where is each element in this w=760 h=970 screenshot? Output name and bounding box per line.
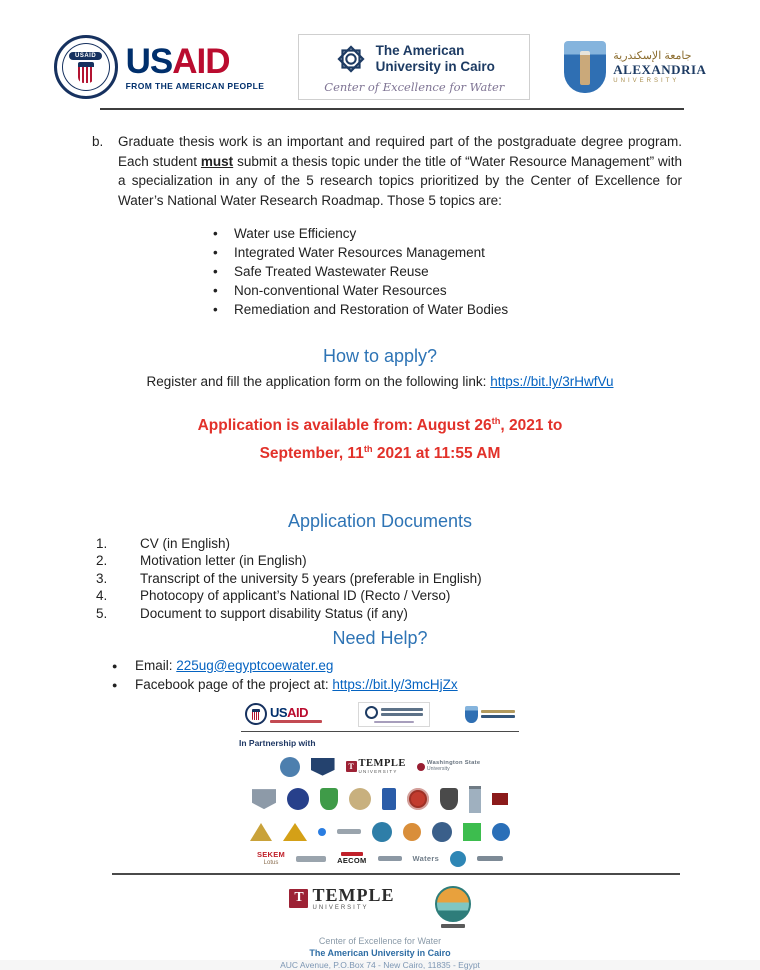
- footer-address: AUC Avenue, P.O.Box 74 - New Cairo, 11835 - Egypt: [280, 959, 480, 970]
- header-divider: [100, 108, 684, 110]
- document-item: [96, 605, 760, 623]
- usaid-seal-label: USAID: [69, 52, 102, 60]
- document-number: 5.: [96, 606, 108, 622]
- usaid-seal-icon: [54, 35, 118, 99]
- crest-caption-bar: [441, 924, 465, 928]
- partner-logo: [311, 758, 335, 776]
- crest-icon: [435, 886, 471, 922]
- document-text: Document to support disability Status (if any): [140, 606, 408, 622]
- partner-logo: [378, 856, 402, 861]
- auc-knot-icon: [365, 706, 378, 719]
- footer-divider: [112, 873, 680, 875]
- register-line: Register and fill the application form on the following link: https://bit.ly/3rHwfVu: [146, 374, 614, 390]
- partner-logo-aecom: AECOM: [337, 852, 366, 865]
- topic-item: • Remediation and Restoration of Water Bodies: [213, 300, 760, 319]
- must-emphasis: must: [200, 153, 234, 169]
- intro-text: Graduate thesis work is an important and required part of the postgraduate degree program. Each student must submit a thesis topic under the title of “Water Resource Management” with a specialization in any of the 5 research topics prioritized by the Center of Excellence for Water’s National Water Research Roadmap. Those 5 topics are:: [118, 134, 683, 208]
- coe-script-bar: [374, 721, 414, 723]
- alexandria-logo-small: [465, 706, 515, 723]
- topic-item: • Safe Treated Wastewater Reuse: [213, 262, 760, 281]
- partnership-graphic: [239, 702, 521, 867]
- need-help-heading: Need Help?: [332, 627, 428, 648]
- partnership-label: In Partnership with: [239, 737, 316, 748]
- topic-item: • Non-conventional Water Resources: [213, 281, 760, 300]
- footer-university-name: The American University in Cairo: [309, 947, 451, 958]
- usaid-tagline-bar: [270, 720, 322, 723]
- usaid-logo: [54, 35, 265, 99]
- partner-logo: [349, 788, 371, 810]
- partner-logo: [296, 856, 326, 862]
- partner-logo: [469, 786, 481, 813]
- topic-item: • Water use Efficiency: [213, 224, 760, 243]
- mini-header-logos: [239, 702, 521, 727]
- partner-logo: [407, 788, 429, 810]
- research-topics-list: [213, 224, 760, 319]
- usaid-wordmark: USAID: [125, 41, 230, 81]
- usaid-shield-icon: [78, 62, 94, 83]
- partner-logo: [320, 788, 338, 810]
- document-number: 2.: [96, 553, 108, 569]
- partner-logo: [477, 856, 503, 861]
- partner-logo: [382, 788, 396, 810]
- temple-t-icon: T: [289, 889, 308, 908]
- auc-name: The American University in Cairo: [375, 43, 495, 74]
- auc-knot-icon: [334, 42, 368, 76]
- coe-water-crest-logo: [435, 886, 471, 928]
- need-help-list: [112, 656, 760, 695]
- alexandria-university-logo: [564, 41, 706, 93]
- partner-logo: [492, 823, 510, 841]
- availability-notice: Application is available from: August 26th, 2021 to September, 11th 2021 at 11:55 AM: [197, 416, 563, 462]
- document-number: 4.: [96, 588, 108, 604]
- email-item: ● Email: 225ug@egyptcoewater.eg: [112, 656, 760, 676]
- document-text: Photocopy of applicant’s National ID (Recto / Verso): [140, 588, 451, 604]
- auc-logo: [298, 34, 530, 100]
- footer-center-name: Center of Excellence for Water: [318, 935, 442, 946]
- document-item: [96, 552, 760, 570]
- partner-logo-waters: Waters: [412, 853, 440, 863]
- partner-logo: [372, 822, 392, 842]
- partner-logo: [337, 829, 361, 834]
- how-to-apply-heading: How to apply?: [322, 346, 438, 367]
- partner-logo: [450, 851, 466, 867]
- document-text: Motivation letter (in English): [140, 553, 307, 569]
- partner-logo: [250, 823, 272, 841]
- partner-logo: [440, 788, 458, 810]
- application-documents-heading: Application Documents: [287, 510, 473, 531]
- documents-list: [96, 535, 760, 623]
- document-number: 1.: [96, 535, 108, 551]
- email-link[interactable]: 225ug@egyptcoewater.eg: [176, 657, 334, 673]
- coe-water-script: Center of Excellence for Water: [324, 80, 505, 94]
- intro-paragraph: [92, 132, 682, 210]
- partner-logo-sekem: SEKEM Lotus: [256, 850, 286, 866]
- topic-item: • Integrated Water Resources Management: [213, 243, 760, 262]
- list-label-b: b.: [92, 134, 104, 149]
- footer: [0, 886, 760, 970]
- alexandria-arabic-name: جامعة الإسكندرية: [613, 49, 692, 62]
- document-item: [96, 587, 760, 605]
- partner-logo-washington-state: Washington State University: [417, 760, 481, 773]
- partner-logo: [463, 823, 481, 841]
- usaid-tagline: FROM THE AMERICAN PEOPLE: [125, 80, 265, 91]
- header-logos: [0, 0, 760, 100]
- document-text: Transcript of the university 5 years (preferable in English): [140, 570, 482, 586]
- temple-university-logo: T TEMPLE UNIVERSITY: [289, 886, 394, 911]
- partner-logo: [403, 823, 421, 841]
- partner-logo: [280, 757, 300, 777]
- facebook-link[interactable]: https://bit.ly/3mcHjZx: [332, 677, 458, 693]
- document-text: CV (in English): [140, 535, 231, 551]
- document-number: 3.: [96, 570, 108, 586]
- usaid-logo-small: USAID: [245, 703, 322, 725]
- lighthouse-icon: [580, 51, 590, 85]
- partner-logo-grid: [239, 757, 521, 867]
- alexandria-name: ALEXANDRIA: [613, 61, 707, 77]
- alexandria-shield-icon: [564, 41, 606, 93]
- partner-logo: [287, 788, 309, 810]
- partner-logo: [318, 828, 326, 836]
- auc-logo-small: [358, 702, 430, 727]
- document-item: [96, 535, 760, 553]
- partner-logo: [283, 823, 307, 841]
- mini-divider: [241, 731, 519, 732]
- facebook-item: ● Facebook page of the project at: https://bit.ly/3mcHjZx: [112, 675, 760, 695]
- document-item: [96, 570, 760, 588]
- partner-logo-temple: T TEMPLE UNIVERSITY: [346, 759, 406, 774]
- partner-logo: [252, 789, 276, 809]
- partner-logo: [432, 822, 452, 842]
- application-form-link[interactable]: https://bit.ly/3rHwfVu: [490, 374, 614, 390]
- usaid-seal-icon: [245, 703, 267, 725]
- partner-logo: [492, 793, 508, 805]
- alexandria-shield-icon: [465, 706, 478, 723]
- alexandria-sub: UNIVERSITY: [613, 77, 680, 84]
